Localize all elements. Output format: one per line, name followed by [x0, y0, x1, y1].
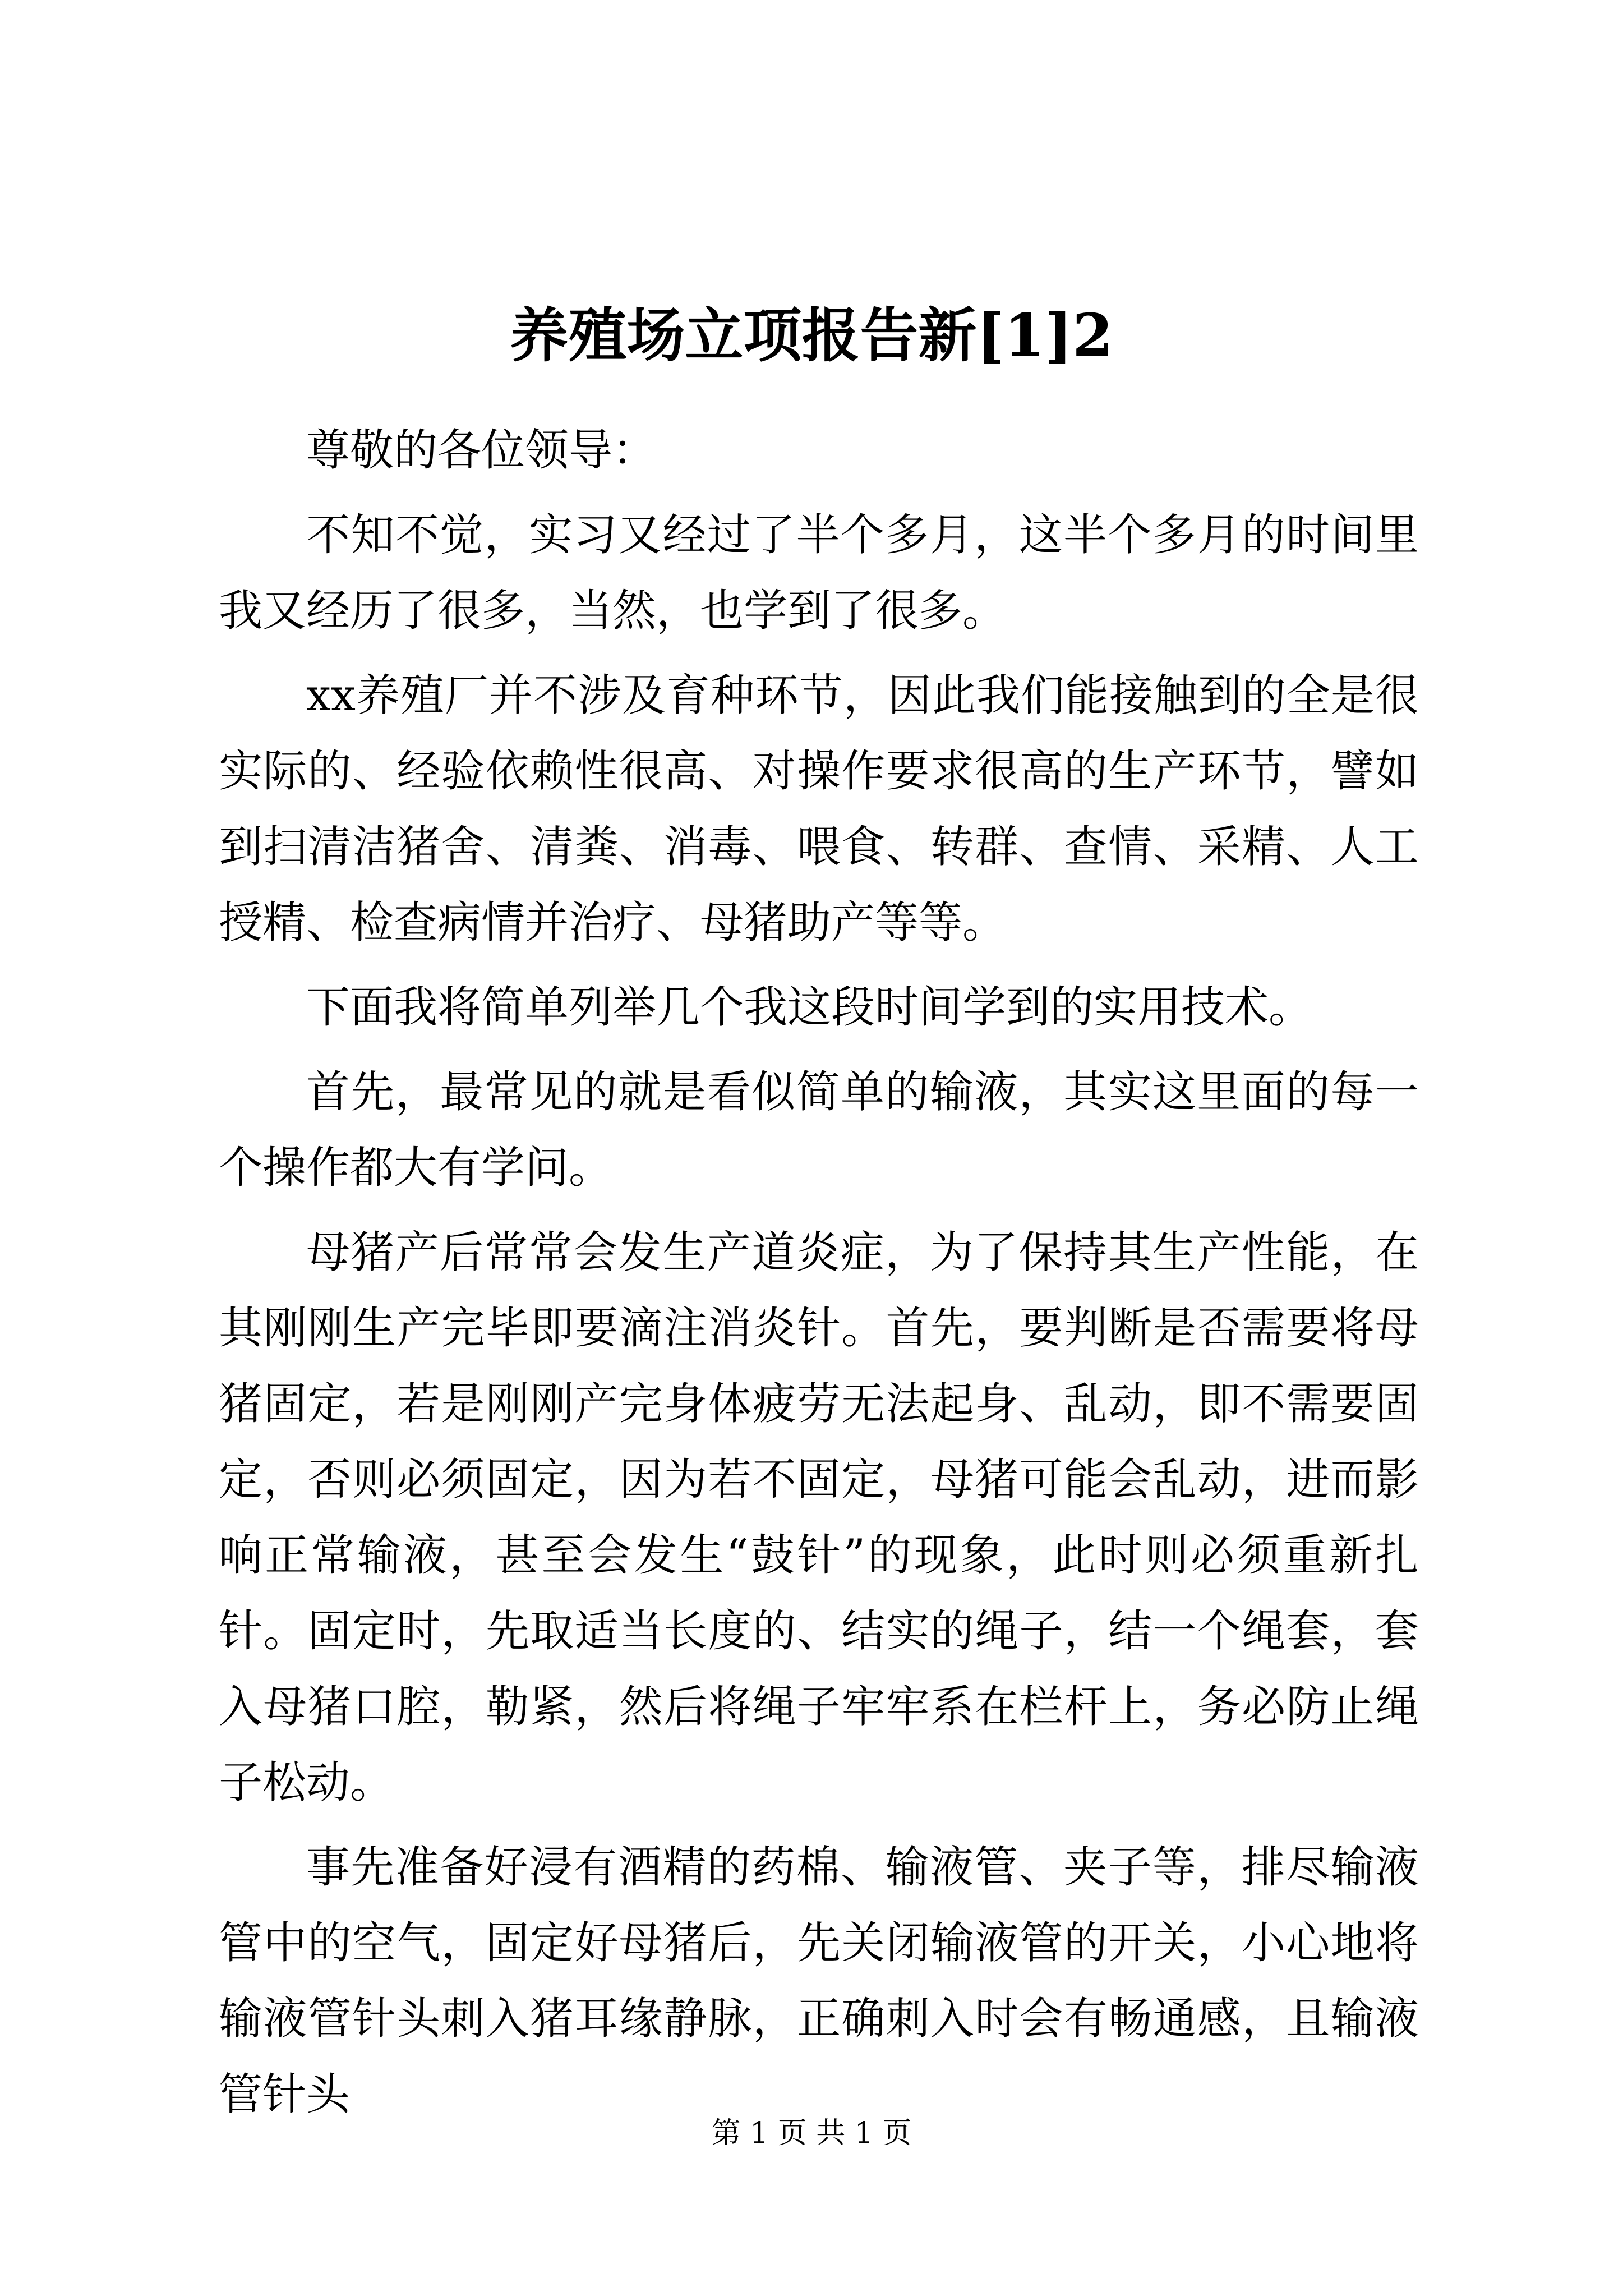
document-body — [219, 413, 1419, 2142]
body-paragraph: xx养殖厂并不涉及育种环节，因此我们能接触到的全是很实际的、经验依赖性很高、对操作要求很高的生产环节，譬如到扫清洁猪舍、清粪、消毒、喂食、转群、查情、采精、人工授精、检查病情并治疗、母猪助产等等。 — [219, 670, 1419, 948]
body-paragraph: 下面我将简单列举几个我这段时间学到的实用技术。 — [306, 982, 1313, 1033]
body-paragraph: 首先，最常见的就是看似简单的输液，其实这里面的每一个操作都大有学问。 — [219, 1067, 1419, 1193]
body-paragraph: 不知不觉，实习又经过了半个多月，这半个多月的时间里我又经历了很多，当然，也学到了很多。 — [219, 510, 1419, 636]
salutation-paragraph: 尊敬的各位领导： — [306, 425, 657, 476]
document-title: 养殖场立项报告新[1]2 — [510, 301, 1113, 370]
page-footer: 第 1 页 共 1 页 — [711, 2116, 912, 2150]
body-paragraph: 事先准备好浸有酒精的药棉、输液管、夹子等，排尽输液管中的空气，固定好母猪后，先关闭输液管的开关，小心地将输液管针头刺入猪耳缘静脉，正确刺入时会有畅通感，且输液管针头 — [219, 1842, 1419, 2120]
body-paragraph: 母猪产后常常会发生产道炎症，为了保持其生产性能，在其刚刚生产完毕即要滴注消炎针。首先，要判断是否需要将母猪固定，若是刚刚产完身体疲劳无法起身、乱动，即不需要固定，否则必须固定，因为若不固定，母猪可能会乱动，进而影响正常输液，甚至会发生“鼓针”的现象，此时则必须重新扎针。固定时，先取适当长度的、结实的绳子，结一个绳套，套入母猪口腔，勒紧，然后将绳子牢牢系在栏杆上，务必防止绳子松动。 — [219, 1227, 1419, 1808]
